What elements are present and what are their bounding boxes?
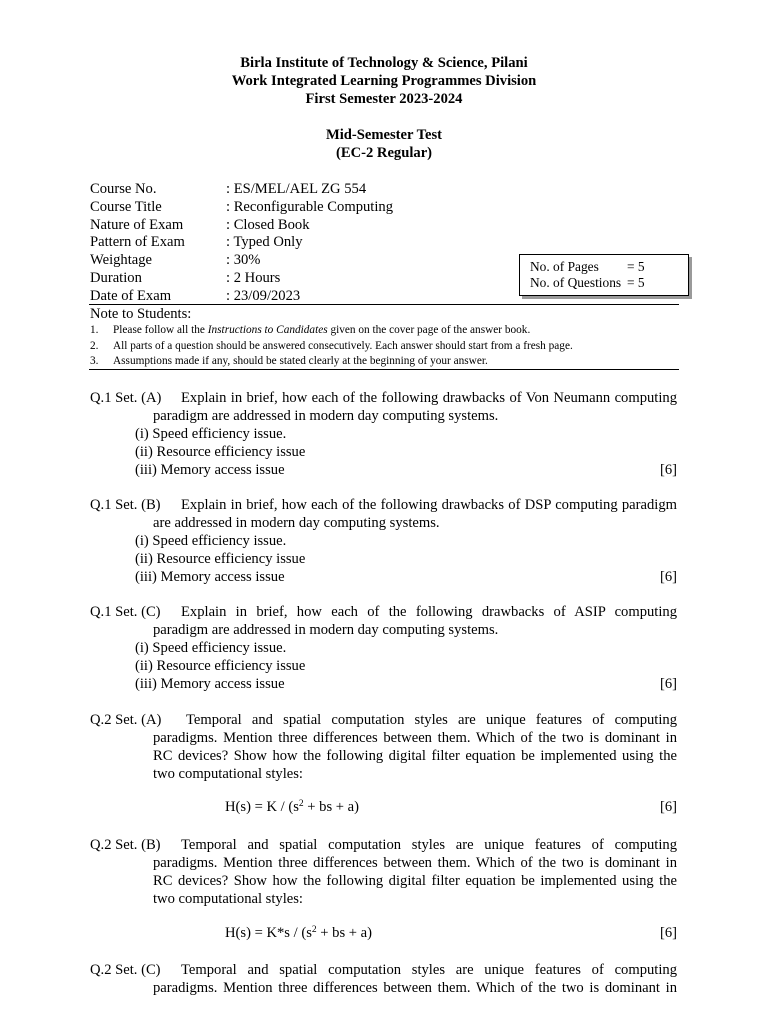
question-label: Q.1 Set. (B) — [90, 497, 161, 513]
filter-equation: $H(s) = K*s / (s^2$ + bs + a) — [225, 925, 372, 941]
question-subitem: (i) Speed efficiency issue. — [135, 426, 287, 442]
question-subitem: (i) Speed efficiency issue. — [135, 533, 287, 549]
question-text: Temporal and spatial computation styles are unique features of computing — [186, 712, 677, 728]
info-label: Course No. — [90, 181, 157, 197]
question-text: paradigm are addressed in modern day computing systems. — [153, 622, 499, 638]
institute-name: Birla Institute of Technology & Science, Pilani — [240, 55, 528, 71]
institute-header — [0, 54, 768, 108]
question-label: Q.1 Set. (A) — [90, 390, 162, 406]
info-value: : Reconfigurable Computing — [226, 198, 393, 215]
pages-questions-box — [519, 254, 689, 296]
semester: First Semester 2023-2024 — [305, 91, 463, 107]
question-text: Explain in brief, how each of the following drawbacks of DSP computing paradigm — [181, 497, 677, 513]
question-marks: [6] — [659, 676, 677, 692]
question-q1-set-c — [90, 603, 677, 693]
questions-label: No. of Questions — [530, 275, 622, 290]
note-text: Assumptions made if any, should be stated clearly at the beginning of your answer. — [113, 355, 488, 367]
division-name: Work Integrated Learning Programmes Division — [231, 73, 537, 89]
info-value: : 30% — [226, 252, 261, 269]
question-subitem: (iii) Memory access issue — [135, 462, 285, 478]
question-text: two computational styles: — [153, 766, 303, 782]
question-subitem: (iii) Memory access issue — [135, 676, 285, 692]
pages-value: = 5 — [627, 259, 645, 274]
question-text: paradigm are addressed in modern day computing systems. — [153, 408, 499, 424]
question-text: RC devices? Show how the following digital filter equation be implemented using the — [153, 873, 677, 889]
note-number: 1. — [90, 324, 99, 336]
question-text: Temporal and spatial computation styles are unique features of computing — [181, 837, 677, 853]
question-text: Explain in brief, how each of the following drawbacks of ASIP computing — [181, 604, 677, 620]
test-subtitle: (EC-2 Regular) — [335, 145, 433, 161]
equation-row — [90, 924, 677, 942]
note-number: 3. — [90, 355, 99, 367]
info-label: Weightage — [90, 252, 153, 269]
note-text: Please follow all the Instructions to Candidates given on the cover page of the answer book. — [113, 324, 531, 336]
question-text: RC devices? Show how the following digital filter equation be implemented using the — [153, 748, 677, 764]
question-q2-set-c — [90, 961, 677, 997]
info-label: Duration — [90, 269, 142, 286]
info-label: Course Title — [90, 198, 162, 215]
info-value: : Typed Only — [226, 234, 303, 251]
divider-bottom — [89, 369, 679, 370]
question-text: Explain in brief, how each of the following drawbacks of Von Neumann computing — [181, 390, 677, 406]
filter-equation: $H(s) = K / (s^2$ + bs + a) — [225, 799, 360, 815]
question-text: paradigms. Mention three differences between them. Which of the two is dominant in — [153, 855, 677, 871]
info-value: : Closed Book — [226, 216, 310, 233]
question-subitem: (iii) Memory access issue — [135, 569, 285, 585]
question-marks: [6] — [659, 925, 677, 941]
question-marks: [6] — [659, 462, 677, 478]
info-value: : 2 Hours — [226, 269, 281, 286]
question-text: paradigms. Mention three differences between them. Which of the two is dominant in — [153, 730, 677, 746]
note-number: 2. — [90, 339, 99, 352]
test-heading — [0, 126, 768, 162]
info-label: Pattern of Exam — [90, 234, 185, 251]
question-marks: [6] — [659, 799, 677, 815]
question-subitem: (ii) Resource efficiency issue — [135, 551, 306, 567]
info-value: : 23/09/2023 — [226, 287, 301, 304]
equation-row — [90, 798, 677, 816]
note-text: All parts of a question should be answered consecutively. Each answer should start from a fresh page. — [113, 339, 573, 352]
question-marks: [6] — [659, 569, 677, 585]
question-q2-set-a — [90, 711, 677, 783]
question-text: Temporal and spatial computation styles are unique features of computing — [181, 962, 677, 978]
questions-row — [530, 275, 688, 291]
question-subitem: (i) Speed efficiency issue. — [135, 640, 287, 656]
info-value: : ES/MEL/AEL ZG 554 — [226, 181, 367, 197]
question-text: two computational styles: — [153, 891, 303, 907]
info-label: Nature of Exam — [90, 216, 184, 233]
question-label: Q.1 Set. (C) — [90, 604, 161, 620]
question-q1-set-b — [90, 496, 677, 586]
question-q1-set-a — [90, 389, 677, 479]
info-label: Date of Exam — [90, 287, 172, 304]
question-subitem: (ii) Resource efficiency issue — [135, 444, 306, 460]
pages-label: No. of Pages — [530, 259, 599, 274]
question-q2-set-b — [90, 836, 677, 908]
questions-value: = 5 — [627, 275, 645, 290]
question-subitem: (ii) Resource efficiency issue — [135, 658, 306, 674]
question-text: paradigms. Mention three differences between them. Which of the two is dominant in — [153, 980, 677, 996]
pages-row — [530, 259, 688, 275]
notes-title: Note to Students: — [90, 306, 192, 322]
question-text: are addressed in modern day computing systems. — [153, 515, 440, 531]
question-label: Q.2 Set. (C) — [90, 962, 161, 978]
test-title: Mid-Semester Test — [325, 127, 443, 143]
question-label: Q.2 Set. (A) — [90, 712, 162, 728]
question-label: Q.2 Set. (B) — [90, 837, 161, 853]
